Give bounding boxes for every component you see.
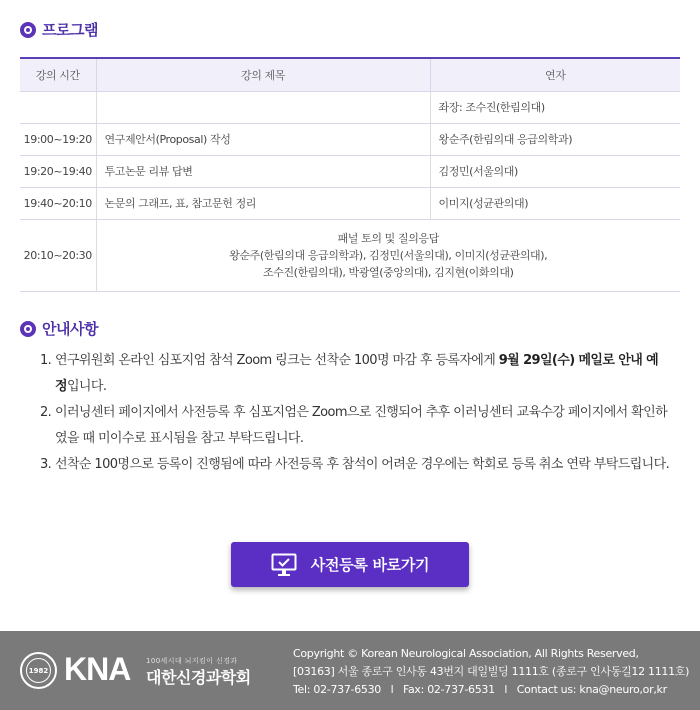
circle-bullet-icon	[20, 321, 36, 337]
cell-title	[96, 91, 430, 123]
cell-time	[20, 91, 96, 123]
kna-logo: KNA	[64, 651, 131, 687]
association-seal-logo	[20, 652, 57, 689]
footer	[0, 631, 700, 710]
cell-panel	[96, 219, 680, 291]
copyright-text: Copyright © Korean Neurological Association, All Rights Reserved,	[293, 647, 639, 660]
item-number: 1.	[40, 353, 52, 368]
org-name: 대한신경과학회	[146, 668, 251, 687]
item-number: 2.	[40, 405, 52, 420]
notice-list	[40, 348, 670, 478]
table-row	[20, 123, 680, 155]
address-text: [03163] 서울 종로구 인사동 43번지 대일빌딩 1111호 (종로구 인사동길12 1111호)	[293, 665, 690, 678]
header-title: 강의 제목	[96, 58, 430, 91]
cell-time: 19:20~19:40	[20, 155, 96, 187]
program-title: 프로그램	[42, 21, 98, 39]
item-text-end: 입니다.	[66, 379, 107, 394]
logo-tagline: 100세시대 뇌지킴이 신경과	[146, 657, 238, 665]
footer-info	[293, 645, 689, 699]
item-text: 선착순 100명으로 등록이 진행됨에 따라 사전등록 후 참석이 어려운 경우에는 학회로 등록 취소 연락 부탁드립니다.	[55, 457, 670, 472]
cell-chair: 좌장: 조수진(한림의대)	[430, 91, 680, 123]
panel-members-line-1: 왕순주(한림의대 응급의학과), 김정민(서울의대), 이미지(성균관의대),	[229, 248, 548, 262]
list-item	[40, 348, 670, 400]
table-row-panel	[20, 219, 680, 291]
cell-title: 논문의 그래프, 표, 참고문헌 정리	[96, 187, 430, 219]
table-row	[20, 187, 680, 219]
cell-speaker: 왕순주(한림의대 응급의학과)	[430, 123, 680, 155]
contact-text: Tel: 02-737-6530 l Fax: 02-737-6531 l Contact us: kna@neuro,or,kr	[293, 683, 667, 696]
preregister-button[interactable]	[231, 542, 469, 587]
monitor-check-icon	[271, 553, 297, 577]
item-text: 이러닝센터 페이지에서 사전등록 후 심포지엄은 Zoom으로 진행되어 추후 이러닝센터 교육수강 페이지에서 확인하였을 때 미이수로 표시됨을 참고 부탁드립니다.	[55, 405, 668, 446]
cell-title: 투고논문 리뷰 답변	[96, 155, 430, 187]
preregister-button-label: 사전등록 바로가기	[310, 556, 430, 574]
cell-speaker: 김정민(서울의대)	[430, 155, 680, 187]
panel-title: 패널 토의 및 질의응답	[337, 231, 439, 245]
cell-speaker: 이미지(성균관의대)	[430, 187, 680, 219]
table-row	[20, 155, 680, 187]
program-section-heading	[20, 19, 98, 40]
item-highlight: 9월 29일(수) 메일로 안내 예정	[55, 353, 659, 394]
program-table	[20, 57, 680, 292]
table-row-chair	[20, 91, 680, 123]
cell-time: 19:40~20:10	[20, 187, 96, 219]
notice-section-heading	[20, 318, 98, 339]
list-item	[40, 452, 670, 478]
panel-members-line-2: 조수진(한림의대), 박광열(중앙의대), 김지현(이화의대)	[263, 265, 514, 279]
cell-time: 19:00~19:20	[20, 123, 96, 155]
cell-time: 20:10~20:30	[20, 219, 96, 291]
cell-title: 연구제안서(Proposal) 작성	[96, 123, 430, 155]
list-item	[40, 400, 670, 452]
item-text: 연구위원회 온라인 심포지엄 참석 Zoom 링크는 선착순 100명 마감 후 등록자에게	[55, 353, 499, 368]
table-header-row	[20, 58, 680, 91]
notice-title: 안내사항	[42, 320, 98, 338]
seal-year: 1982	[26, 658, 51, 683]
header-speaker: 연자	[430, 58, 680, 91]
item-number: 3.	[40, 457, 52, 472]
header-time: 강의 시간	[20, 58, 96, 91]
circle-bullet-icon	[20, 22, 36, 38]
